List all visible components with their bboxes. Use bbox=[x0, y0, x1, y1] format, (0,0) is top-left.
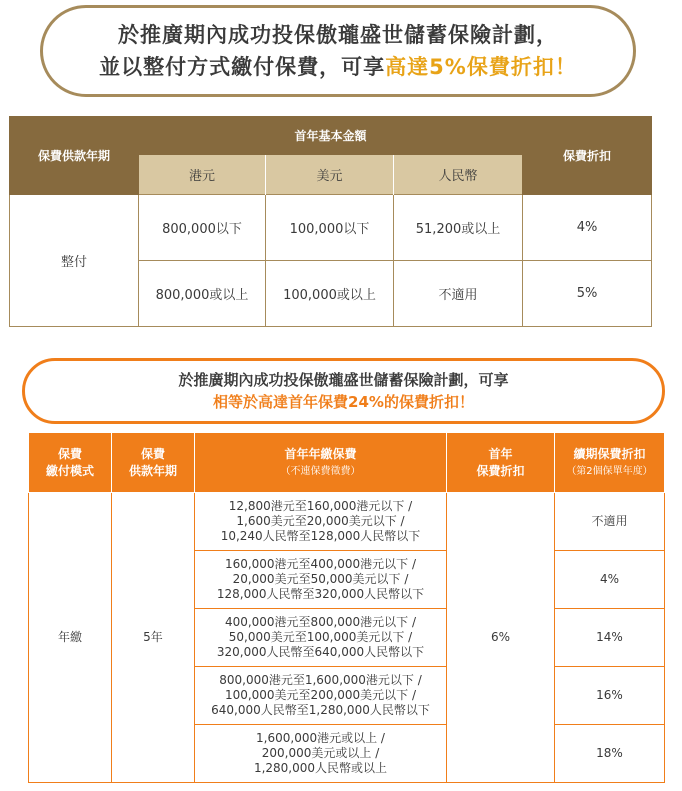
header-discount: 保費折扣 bbox=[523, 117, 652, 195]
usd-cell: 100,000或以上 bbox=[266, 261, 394, 327]
header-payment-mode-l2: 繳付模式 bbox=[45, 463, 94, 478]
tier-hkd: 800,000港元至1,600,000港元以下 / bbox=[219, 673, 422, 687]
tier-hkd: 1,600,000港元或以上 / bbox=[256, 731, 385, 745]
renewal-discount: 不適用 bbox=[555, 493, 665, 551]
tier-rmb: 320,000人民幣至640,000人民幣以下 bbox=[216, 645, 425, 659]
rmb-cell: 51,200或以上 bbox=[394, 195, 523, 261]
header-renewal-discount bbox=[555, 433, 665, 493]
premium-tier bbox=[195, 725, 447, 783]
header-usd: 美元 bbox=[266, 155, 394, 195]
annual-promo-banner bbox=[22, 358, 665, 424]
renewal-discount: 4% bbox=[555, 551, 665, 609]
header-renewal-discount-l1: 續期保費折扣 bbox=[573, 446, 646, 461]
annual-discount-table bbox=[28, 432, 665, 783]
tier-usd: 200,000美元或以上 / bbox=[261, 746, 380, 760]
rmb-cell: 不適用 bbox=[394, 261, 523, 327]
renewal-discount: 14% bbox=[555, 609, 665, 667]
tier-hkd: 160,000港元至400,000港元以下 / bbox=[224, 557, 417, 571]
renewal-discount: 16% bbox=[555, 667, 665, 725]
tier-rmb: 640,000人民幣至1,280,000人民幣以下 bbox=[211, 703, 430, 717]
banner2-line1: 於推廣期內成功投保傲瓏盛世儲蓄保險計劃，可享 bbox=[178, 371, 509, 389]
header-first-year-premium bbox=[195, 433, 447, 493]
premium-tier bbox=[195, 493, 447, 551]
hkd-cell: 800,000或以上 bbox=[139, 261, 266, 327]
header-payment-term bbox=[112, 433, 195, 493]
header-first-year-discount-l1: 首年 bbox=[488, 446, 513, 461]
header-payment-term-l1: 保費 bbox=[140, 446, 165, 461]
tier-usd: 20,000美元至50,000美元以下 / bbox=[232, 572, 409, 586]
discount-cell: 4% bbox=[523, 195, 652, 261]
banner2-line2: 相等於高達首年保費24%的保費折扣！ bbox=[213, 393, 474, 411]
header-payment-term-l2: 供款年期 bbox=[128, 463, 177, 478]
tier-usd: 1,600美元至20,000美元以下 / bbox=[236, 514, 405, 528]
tier-usd: 100,000美元至200,000美元以下 / bbox=[224, 688, 417, 702]
banner1-line2 bbox=[43, 51, 633, 83]
premium-tier bbox=[195, 609, 447, 667]
tier-usd: 50,000美元至100,000美元以下 / bbox=[228, 630, 413, 644]
banner1-line2-prefix: 並以整付方式繳付保費，可享 bbox=[99, 55, 386, 79]
banner1-line1: 於推廣期內成功投保傲瓏盛世儲蓄保險計劃， bbox=[118, 23, 558, 47]
usd-cell: 100,000以下 bbox=[266, 195, 394, 261]
header-payment-term: 保費供款年期 bbox=[10, 117, 139, 195]
header-first-year-discount bbox=[447, 433, 555, 493]
header-first-year-premium-l2: （不連保費徵費） bbox=[280, 465, 361, 477]
annual-mode: 年繳 bbox=[29, 493, 112, 783]
premium-tier bbox=[195, 551, 447, 609]
header-payment-mode bbox=[29, 433, 112, 493]
header-base-amount: 首年基本金額 bbox=[139, 117, 523, 155]
premium-tier bbox=[195, 667, 447, 725]
header-hkd: 港元 bbox=[139, 155, 266, 195]
tier-hkd: 12,800港元至160,000港元以下 / bbox=[228, 499, 413, 513]
tier-hkd: 400,000港元至800,000港元以下 / bbox=[224, 615, 417, 629]
discount-cell: 5% bbox=[523, 261, 652, 327]
tier-rmb: 10,240人民幣至128,000人民幣以下 bbox=[220, 529, 421, 543]
header-payment-mode-l1: 保費 bbox=[57, 446, 82, 461]
lump-sum-discount-table bbox=[9, 116, 652, 327]
lump-sum-promo-banner bbox=[40, 5, 636, 97]
tier-rmb: 1,280,000人民幣或以上 bbox=[253, 761, 388, 775]
first-year-discount: 6% bbox=[447, 493, 555, 783]
term-5-years: 5年 bbox=[112, 493, 195, 783]
header-first-year-discount-l2: 保費折扣 bbox=[476, 463, 525, 478]
banner1-highlight: 高達5%保費折扣！ bbox=[385, 55, 577, 79]
lump-sum-mode: 整付 bbox=[10, 195, 139, 327]
header-rmb: 人民幣 bbox=[394, 155, 523, 195]
table-row bbox=[29, 493, 665, 551]
hkd-cell: 800,000以下 bbox=[139, 195, 266, 261]
header-renewal-discount-l2: （第2個保單年度） bbox=[566, 465, 653, 477]
header-first-year-premium-l1: 首年年繳保費 bbox=[284, 446, 357, 461]
table-row bbox=[10, 195, 652, 261]
tier-rmb: 128,000人民幣至320,000人民幣以下 bbox=[216, 587, 425, 601]
renewal-discount: 18% bbox=[555, 725, 665, 783]
